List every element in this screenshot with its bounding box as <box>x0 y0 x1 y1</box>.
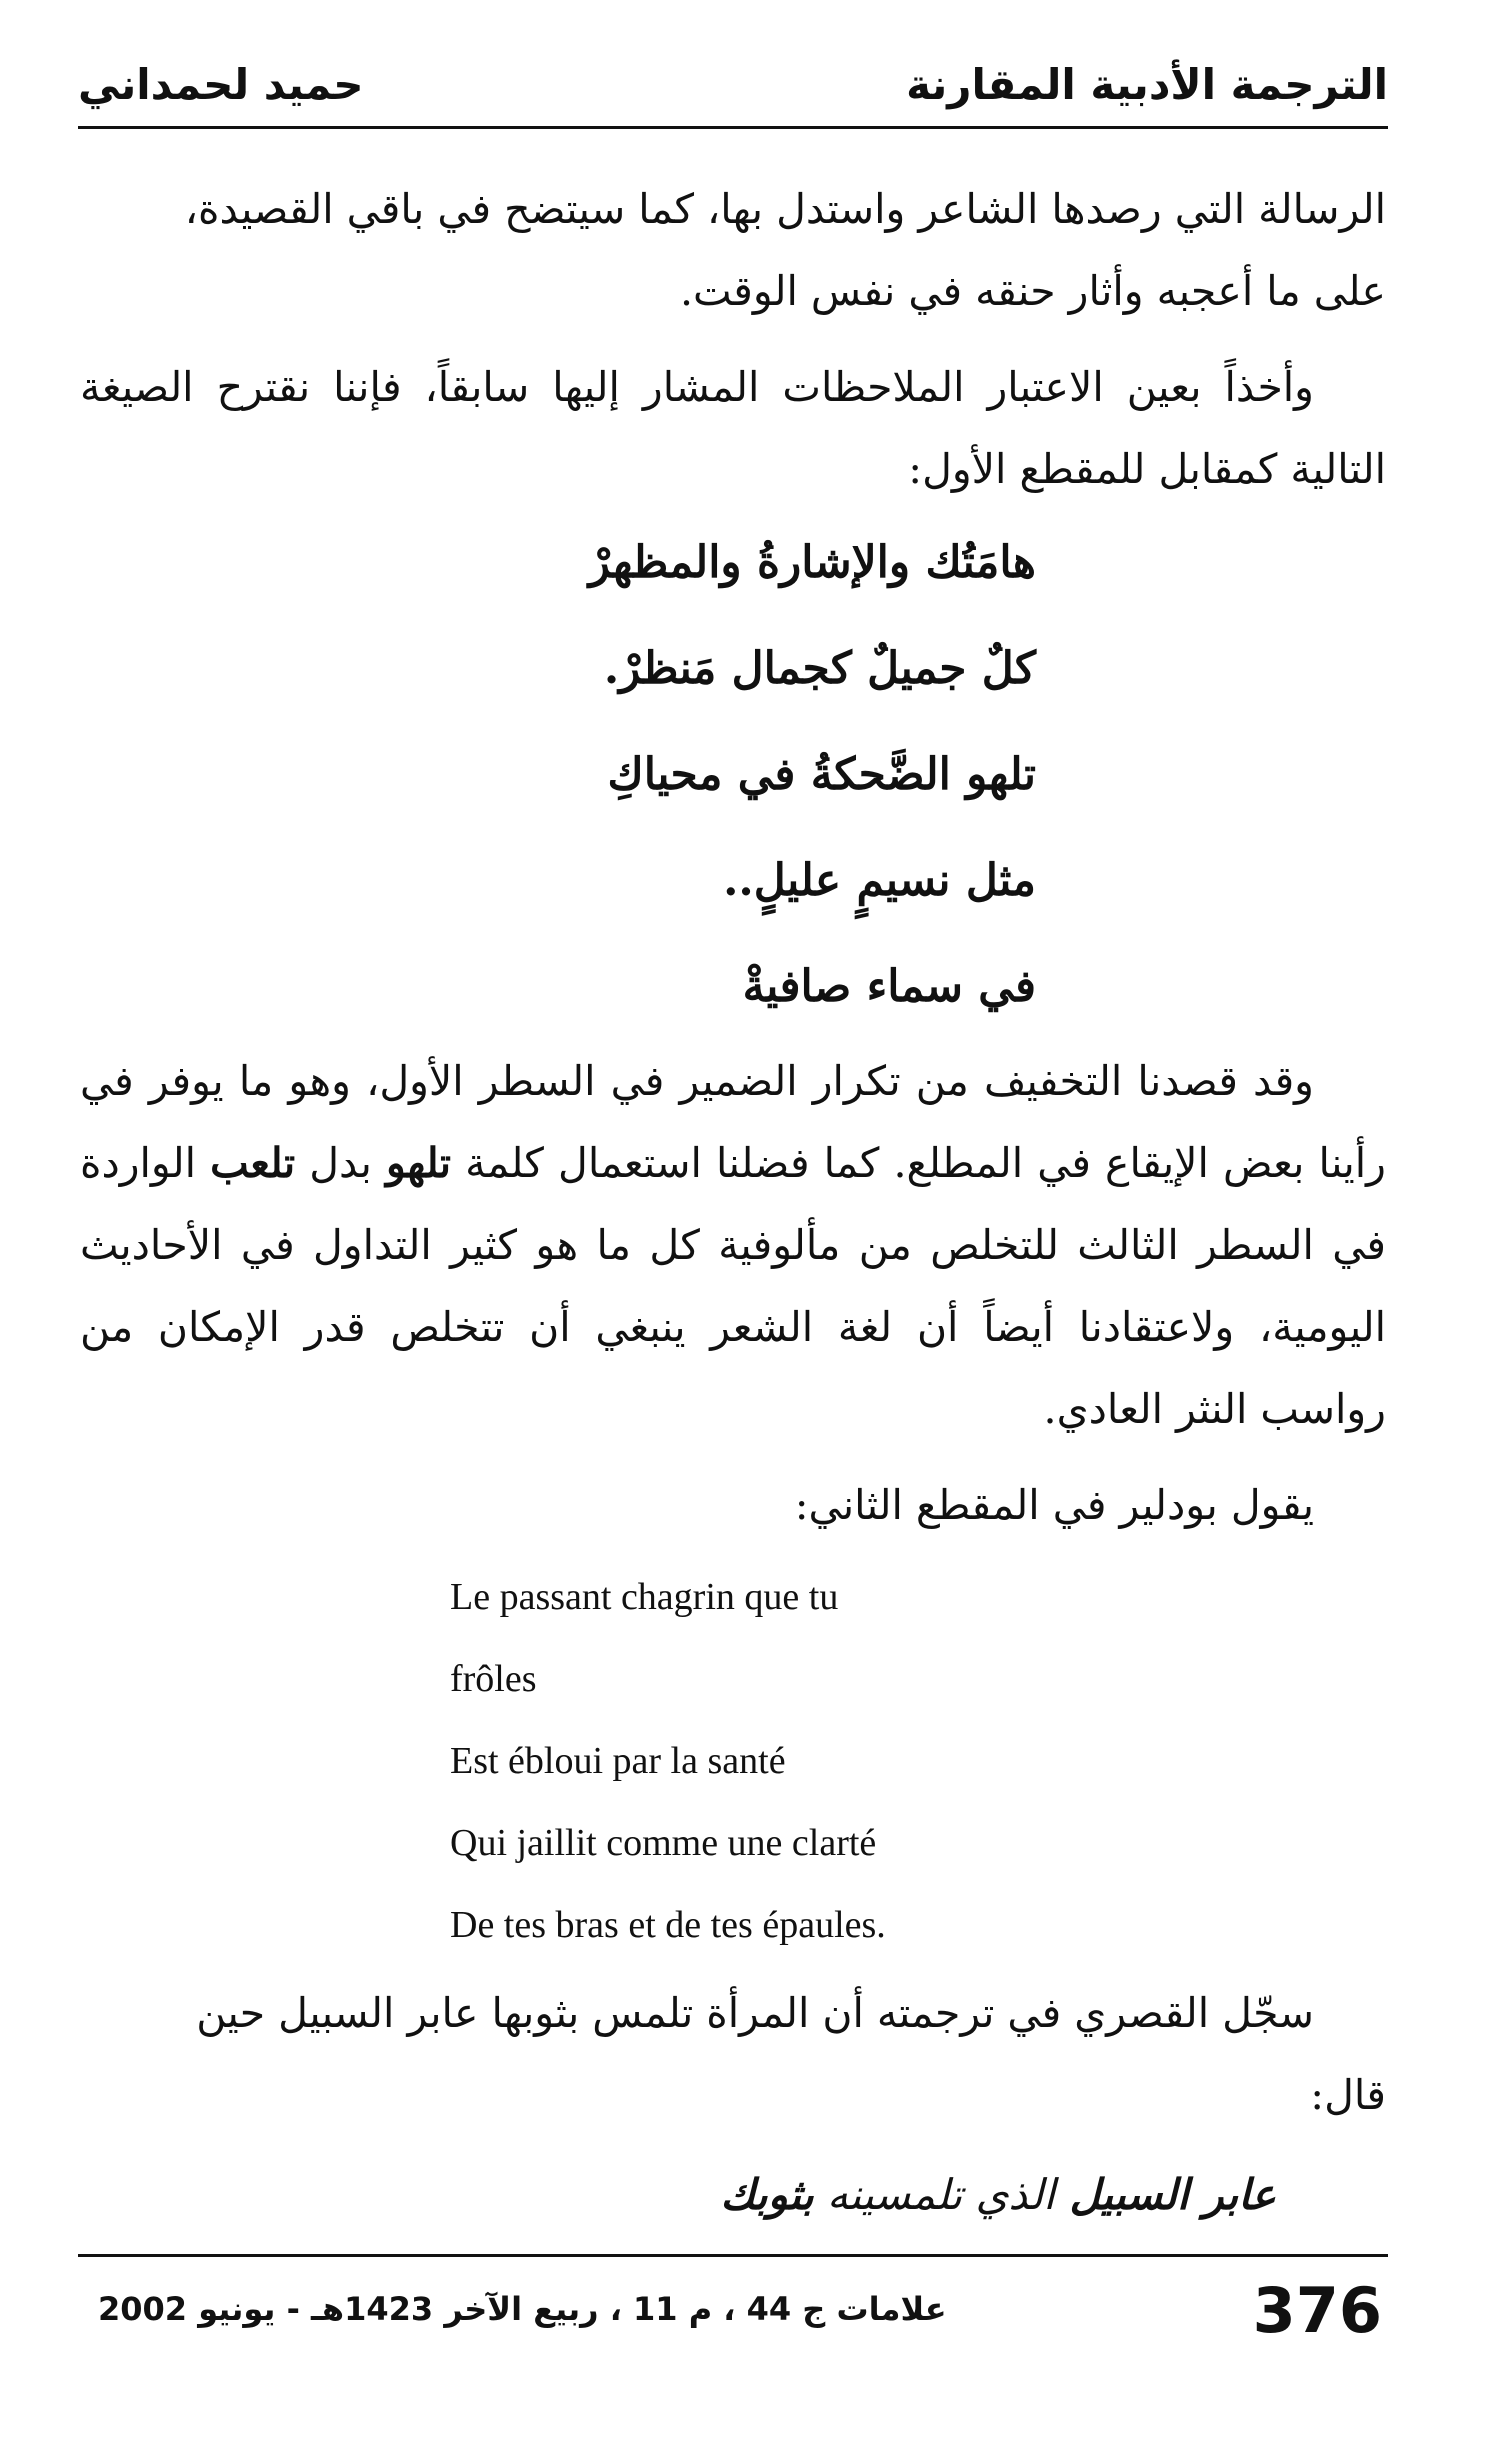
verse-line: Qui jaillit comme une clarté <box>450 1822 877 1864</box>
journal-section-title: الترجمة الأدبية المقارنة <box>906 60 1388 109</box>
journal-citation: علامات ج 44 ، م 11 ، ربيع الآخر 1423هـ - يونيو 2002 <box>98 2290 947 2328</box>
paragraph-1 <box>80 168 1386 332</box>
paragraph-line: الرسالة التي رصدها الشاعر واستدل بها، كما سيتضح في باقي القصيدة، <box>184 185 1386 233</box>
footer-rule <box>78 2254 1388 2257</box>
verse-line: frôles <box>450 1658 537 1700</box>
paragraph-line: يقول بودلير في المقطع الثاني: <box>794 1481 1314 1529</box>
arabic-translation-verse <box>80 510 1386 1040</box>
paragraph-line: بدل <box>295 1139 372 1187</box>
verse-line: Est ébloui par la santé <box>450 1740 786 1782</box>
verse-line: تلهو الضَّحكةُ في محياكِ <box>607 749 1036 800</box>
page-number: 376 <box>1252 2274 1382 2347</box>
header-rule <box>78 126 1388 129</box>
running-footer <box>78 2268 1388 2368</box>
paragraph-line: الواردة في السطر الثالث للتخلص من مألوفية كل ما هو كثير <box>80 1139 1386 1269</box>
paragraph-line: وأخذاً بعين الاعتبار الملاحظات المشار إليها سابقاً، فإننا نقترح <box>216 363 1314 411</box>
author-name: حميد لحمداني <box>78 60 364 109</box>
verse-line: في سماء صافيةْ <box>742 961 1036 1012</box>
verse-line: كلٌ جميلٌ كجمال مَنظرْ. <box>603 643 1036 694</box>
paragraph-line: يوفر في رأينا بعض الإيقاع في المطلع. كما فضلنا استعمال كلمة <box>80 1057 1386 1187</box>
paragraph-line: سجّل القصري في ترجمته أن المرأة تلمس بثوبها عابر السبيل حين <box>196 1989 1314 2037</box>
paragraph-line: الصيغة التالية كمقابل للمقطع الأول: <box>80 363 1386 493</box>
verse-line: مثل نسيمٍ عليلٍ.. <box>723 855 1036 906</box>
page-body <box>80 168 1386 2236</box>
paragraph-line: وقد قصدنا التخفيف من تكرار الضمير في السطر الأول، وهو ما <box>238 1057 1314 1105</box>
paragraph-3 <box>80 1040 1386 1450</box>
paragraph-line: تتخلص قدر الإمكان من رواسب النثر العادي. <box>80 1303 1386 1433</box>
paragraph-4 <box>80 1464 1386 1546</box>
paragraph-2 <box>80 346 1386 510</box>
paragraph-line: على ما أعجبه وأثار حنقه في نفس الوقت. <box>679 267 1386 315</box>
paragraph-line: التداول في الأحاديث اليومية، ولاعتقادنا أيضاً أن لغة الشعر ينبغي أن <box>80 1221 1386 1351</box>
quote-part: بثوبك <box>720 2170 814 2219</box>
verse-line: De tes bras et de tes épaules. <box>450 1904 886 1946</box>
quote-part: عابر السبيل <box>1054 2170 1276 2219</box>
running-header <box>78 40 1388 132</box>
paragraph-5 <box>80 1972 1386 2136</box>
verse-line: هامَتُك والإشارةُ والمظهرْ <box>588 537 1036 588</box>
verse-line: Le passant chagrin que tu <box>450 1576 839 1618</box>
french-original-verse <box>80 1556 1386 1966</box>
quote-part: الذي تلمسينه <box>813 2170 1055 2219</box>
quoted-translation <box>80 2154 1386 2236</box>
emphasized-word: تلعب <box>210 1139 296 1187</box>
emphasized-word: تلهو <box>386 1139 452 1187</box>
paragraph-line: قال: <box>1310 2071 1386 2119</box>
